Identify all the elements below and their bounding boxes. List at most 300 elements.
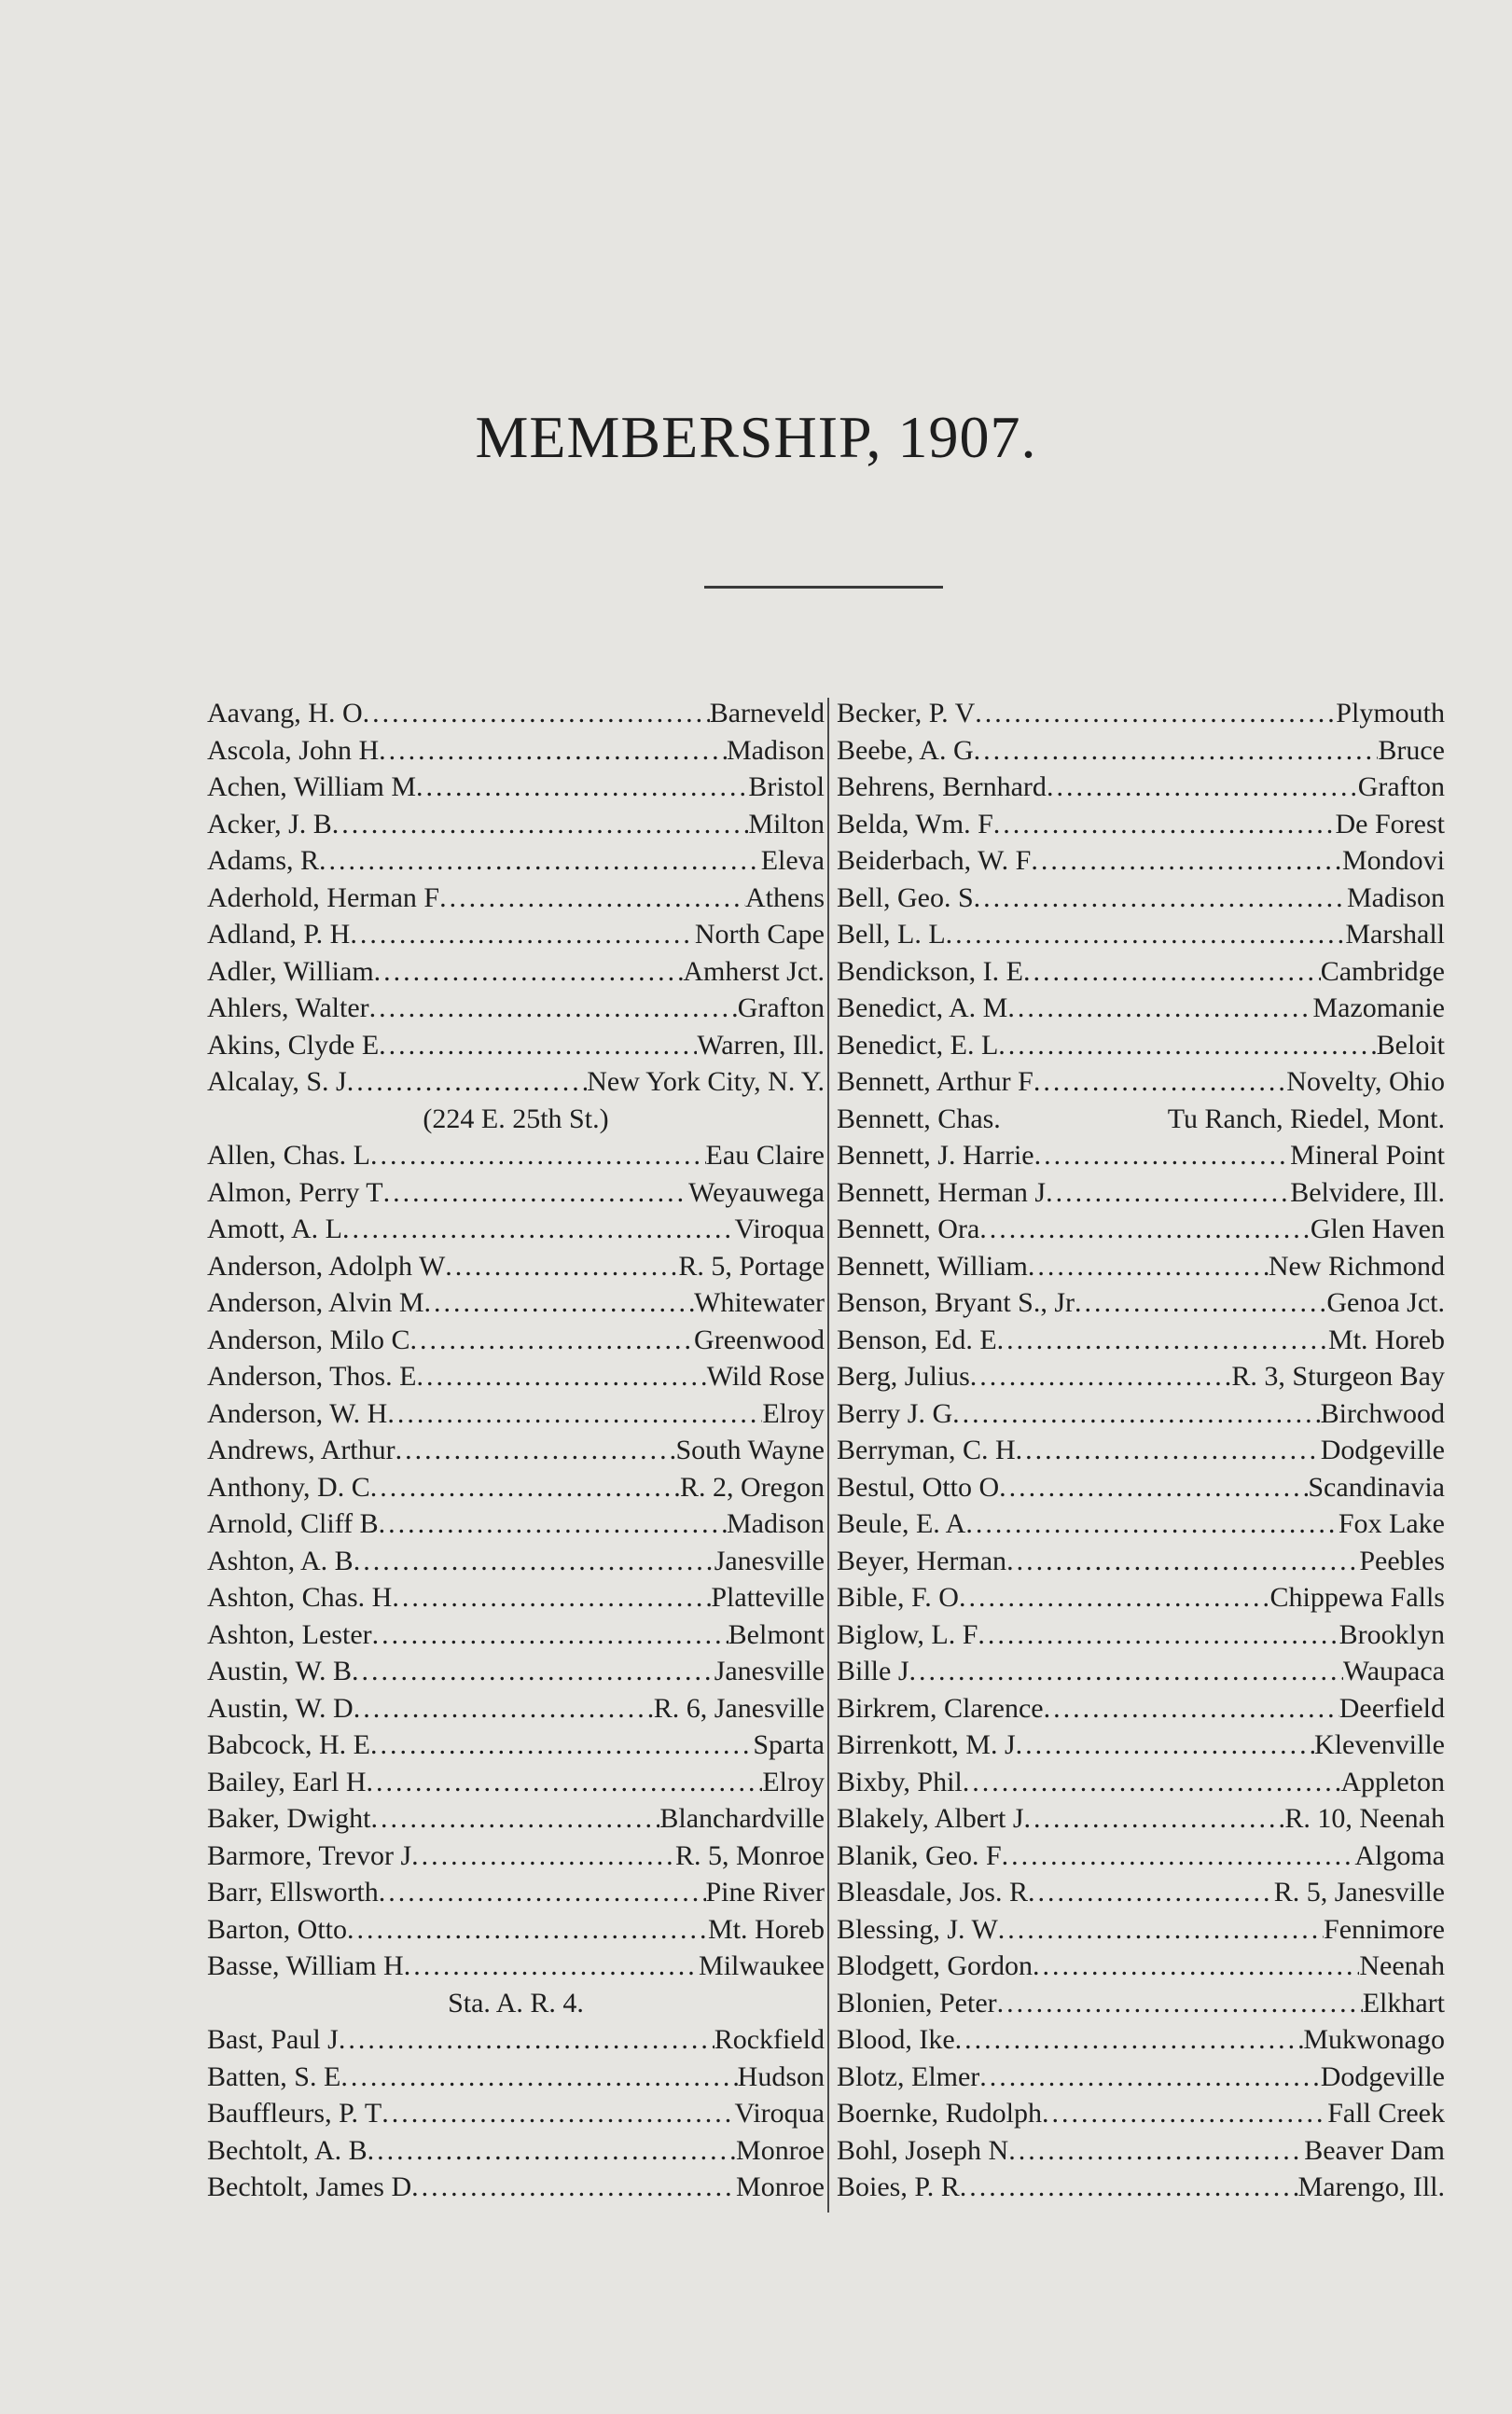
dot-leader xyxy=(410,1322,695,1359)
dot-leader xyxy=(1007,990,1312,1027)
dot-leader xyxy=(998,1027,1376,1064)
dot-leader xyxy=(974,732,1379,770)
member-entry xyxy=(207,1874,825,1911)
dot-leader xyxy=(370,1137,706,1174)
member-place: Viroqua xyxy=(734,2098,825,2129)
member-name: Aavang, H. O xyxy=(207,698,363,728)
member-place: South Wayne xyxy=(675,1435,825,1465)
member-name: Bennett, Chas. xyxy=(837,1103,1001,1134)
member-place: Wild Rose xyxy=(706,1361,825,1392)
dot-leader xyxy=(370,1727,753,1764)
member-place: Hudson xyxy=(737,2060,825,2092)
member-name: Bechtolt, A. B xyxy=(207,2134,368,2166)
member-name: Belda, Wm. F xyxy=(837,808,993,839)
member-place: Barneveld xyxy=(709,698,825,728)
member-place: Milwaukee xyxy=(699,1950,825,1981)
dot-leader xyxy=(1075,1284,1326,1322)
member-name: Blood, Ike xyxy=(837,2024,955,2055)
member-place: Athens xyxy=(745,881,825,913)
dot-leader xyxy=(1023,953,1321,991)
member-place: Rockfield xyxy=(714,2024,825,2055)
dot-leader xyxy=(411,2169,736,2206)
member-entry xyxy=(207,2059,825,2096)
member-place: Whitewater xyxy=(694,1287,825,1318)
dot-leader xyxy=(1028,1248,1269,1285)
member-place: Birchwood xyxy=(1320,1397,1445,1429)
member-name: Blanik, Geo. F xyxy=(837,1839,1002,1871)
member-entry xyxy=(837,1358,1445,1395)
member-name: Behrens, Bernhard xyxy=(837,771,1047,802)
member-name: Anderson, Alvin M xyxy=(207,1287,424,1318)
member-place: Madison xyxy=(727,1508,825,1539)
dot-leader xyxy=(978,1616,1339,1654)
member-name: Ashton, Chas. H xyxy=(207,1582,393,1613)
dot-leader xyxy=(1044,1690,1339,1727)
member-place: Bristol xyxy=(748,771,825,802)
dot-leader xyxy=(370,1800,659,1838)
member-entry xyxy=(837,2095,1445,2132)
member-name: Berry J. G xyxy=(837,1397,953,1429)
member-name: Berg, Julius xyxy=(837,1361,970,1392)
member-place: Genoa Jct. xyxy=(1326,1287,1445,1318)
member-name: Barmore, Trevor J xyxy=(207,1839,412,1871)
member-entry xyxy=(207,1358,825,1395)
dot-leader xyxy=(379,1505,727,1543)
dot-leader xyxy=(347,1063,588,1101)
member-entry xyxy=(207,1432,825,1469)
dot-leader xyxy=(339,2021,714,2059)
member-entry xyxy=(837,916,1445,953)
member-name: Boies, P. R xyxy=(837,2171,960,2202)
member-place: Elkhart xyxy=(1362,1987,1445,2019)
member-place: Pine River xyxy=(705,1877,825,1908)
member-entry xyxy=(837,1137,1445,1174)
member-name: Anderson, Milo C xyxy=(207,1324,410,1355)
member-place: Appleton xyxy=(1340,1766,1445,1797)
member-name: Almon, Perry T xyxy=(207,1176,383,1208)
dot-leader xyxy=(1042,2095,1327,2132)
member-place: Fall Creek xyxy=(1327,2098,1445,2129)
member-place: R. 3, Sturgeon Bay xyxy=(1231,1361,1445,1392)
member-entry xyxy=(837,880,1445,917)
member-name: Beyer, Herman xyxy=(837,1545,1007,1576)
member-entry xyxy=(207,2095,825,2132)
member-name: Birrenkott, M. J xyxy=(837,1729,1016,1760)
member-entry xyxy=(207,732,825,770)
dot-leader xyxy=(1016,1727,1314,1764)
member-entry xyxy=(207,1063,825,1101)
dot-leader xyxy=(439,880,745,917)
dot-leader xyxy=(383,1174,689,1212)
member-name: Blessing, J. W xyxy=(837,1913,998,1945)
dot-leader xyxy=(372,1616,728,1654)
page-title: MEMBERSHIP, 1907. xyxy=(475,404,1037,470)
member-place: Elroy xyxy=(762,1397,825,1429)
member-name: Bixby, Phil xyxy=(837,1766,963,1797)
membership-column-left xyxy=(207,695,825,2206)
member-place: Dodgeville xyxy=(1320,2060,1445,2092)
member-place: Peebles xyxy=(1359,1545,1445,1576)
dot-leader xyxy=(354,1690,654,1727)
member-place: Tu Ranch, Riedel, Mont. xyxy=(1167,1103,1445,1134)
member-name: Bennett, Herman J xyxy=(837,1176,1047,1208)
member-name: Bell, Geo. S xyxy=(837,881,974,913)
member-entry xyxy=(837,1985,1445,2022)
member-place: Weyauwega xyxy=(688,1176,825,1208)
dot-leader xyxy=(367,1764,763,1801)
member-entry xyxy=(837,1505,1445,1543)
dot-leader xyxy=(416,1358,706,1395)
member-name: Babcock, H. E xyxy=(207,1729,370,1760)
member-entry xyxy=(837,1911,1445,1949)
dot-leader xyxy=(368,2132,736,2170)
member-place: R. 6, Janesville xyxy=(653,1692,825,1724)
member-name: Beiderbach, W. F xyxy=(837,845,1032,876)
member-name: Beule, E. A xyxy=(837,1508,966,1539)
member-name: Amott, A. L xyxy=(207,1214,343,1244)
member-name: Bennett, J. Harrie xyxy=(837,1140,1034,1171)
member-name: Achen, William M xyxy=(207,771,417,802)
member-place: Fennimore xyxy=(1324,1913,1445,1945)
member-place: Klevenville xyxy=(1314,1729,1445,1760)
member-entry xyxy=(207,1653,825,1690)
member-entry xyxy=(207,2132,825,2170)
member-entry xyxy=(837,1101,1445,1138)
member-name: Blonien, Peter xyxy=(837,1987,997,2019)
member-name: Akins, Clyde E xyxy=(207,1029,380,1061)
dot-leader xyxy=(1033,1063,1286,1101)
member-place: Glen Haven xyxy=(1310,1214,1445,1244)
member-entry xyxy=(207,1948,825,1985)
member-name: Arnold, Cliff B xyxy=(207,1508,379,1539)
member-place: Monroe xyxy=(736,2171,825,2202)
dot-leader xyxy=(959,1579,1270,1616)
member-name: Bille J xyxy=(837,1656,909,1686)
dot-leader xyxy=(1024,1800,1285,1838)
member-place: Cambridge xyxy=(1320,955,1445,987)
member-entry xyxy=(207,953,825,991)
member-entry xyxy=(837,1727,1445,1764)
dot-leader xyxy=(1047,769,1358,806)
member-place: De Forest xyxy=(1335,808,1445,839)
member-entry xyxy=(837,732,1445,770)
dot-leader xyxy=(1016,1432,1321,1469)
member-name: Anderson, Thos. E xyxy=(207,1361,417,1392)
member-name: Basse, William H xyxy=(207,1950,404,1981)
dot-leader xyxy=(965,1505,1339,1543)
dot-leader xyxy=(1028,1874,1274,1911)
member-name: Anderson, W. H xyxy=(207,1397,388,1429)
member-place: Waupaca xyxy=(1342,1656,1445,1686)
dot-leader xyxy=(979,1211,1311,1248)
member-entry xyxy=(207,1764,825,1801)
member-name: Blotz, Elmer xyxy=(837,2060,980,2092)
member-place: Fox Lake xyxy=(1338,1508,1445,1539)
member-entry xyxy=(207,1211,825,1248)
member-place: Neenah xyxy=(1359,1950,1445,1981)
dot-leader xyxy=(946,916,1346,953)
member-name: Adler, William xyxy=(207,955,374,987)
member-place: Mondovi xyxy=(1341,845,1445,876)
dot-leader xyxy=(424,1284,695,1322)
dot-leader xyxy=(411,1838,675,1875)
member-name: Bible, F. O xyxy=(837,1582,959,1613)
title-rule xyxy=(704,586,943,589)
dot-leader xyxy=(332,806,749,843)
member-entry xyxy=(207,806,825,843)
dot-leader xyxy=(1002,1838,1355,1875)
dot-leader xyxy=(347,1911,708,1949)
dot-leader xyxy=(369,990,738,1027)
member-entry xyxy=(207,1543,825,1580)
member-place: Madison xyxy=(727,734,825,766)
member-place: Plymouth xyxy=(1336,698,1445,728)
member-name: Biglow, L. F xyxy=(837,1618,978,1650)
member-entry xyxy=(837,842,1445,880)
dot-leader xyxy=(1031,842,1342,880)
member-entry xyxy=(837,1690,1445,1727)
member-name: Benedict, E. L xyxy=(837,1029,999,1061)
member-name: Barton, Otto xyxy=(207,1913,347,1945)
member-name: Barr, Ellsworth xyxy=(207,1877,379,1908)
member-place: R. 2, Oregon xyxy=(680,1471,825,1503)
member-name: Bauffleurs, P. T xyxy=(207,2098,382,2129)
member-entry xyxy=(837,695,1445,732)
membership-column-right xyxy=(837,695,1445,2206)
member-place: Elroy xyxy=(762,1766,825,1797)
dot-leader xyxy=(379,732,727,770)
member-entry xyxy=(207,1616,825,1654)
member-name: Bell, L. L xyxy=(837,919,946,950)
member-name: Aderhold, Herman F xyxy=(207,881,440,913)
member-name: Batten, S. E xyxy=(207,2060,341,2092)
member-entry xyxy=(207,1838,825,1875)
dot-leader xyxy=(352,1653,714,1690)
dot-leader xyxy=(416,769,748,806)
member-entry xyxy=(207,990,825,1027)
member-entry xyxy=(837,769,1445,806)
dot-leader xyxy=(340,2059,737,2096)
dot-leader xyxy=(963,1764,1341,1801)
member-entry xyxy=(837,1800,1445,1838)
dot-leader xyxy=(342,1211,734,1248)
dot-leader xyxy=(997,1985,1363,2022)
member-place: Deerfield xyxy=(1339,1692,1445,1724)
member-place: Eau Claire xyxy=(705,1140,825,1171)
member-entry xyxy=(837,1211,1445,1248)
member-name: Bennett, Arthur F xyxy=(837,1066,1033,1097)
dot-leader xyxy=(997,1322,1328,1359)
member-entry xyxy=(837,1284,1445,1322)
member-entry xyxy=(837,953,1445,991)
member-place: Greenwood xyxy=(694,1324,825,1355)
member-address-note: Sta. A. R. 4. xyxy=(448,1987,584,2019)
column-divider xyxy=(827,698,829,2213)
dot-leader xyxy=(1046,1174,1290,1212)
member-name: Ascola, John H xyxy=(207,734,380,766)
dot-leader xyxy=(374,953,684,991)
member-name: Birkrem, Clarence xyxy=(837,1692,1044,1724)
member-name: Beebe, A. G xyxy=(837,734,974,766)
member-entry xyxy=(837,1543,1445,1580)
member-entry xyxy=(207,2021,825,2059)
member-entry xyxy=(837,1027,1445,1064)
dot-leader xyxy=(379,1874,706,1911)
member-entry xyxy=(837,1322,1445,1359)
member-place: R. 5, Portage xyxy=(678,1250,825,1282)
dot-leader xyxy=(404,1948,699,1985)
member-entry xyxy=(207,1800,825,1838)
member-name: Benson, Ed. E xyxy=(837,1324,997,1355)
member-entry xyxy=(207,1727,825,1764)
member-name: Becker, P. V xyxy=(837,698,976,728)
member-place: Madison xyxy=(1347,881,1445,913)
member-entry xyxy=(837,2059,1445,2096)
member-place: Mt. Horeb xyxy=(708,1913,825,1945)
member-place: Scandinavia xyxy=(1308,1471,1445,1503)
member-entry xyxy=(837,1063,1445,1101)
member-name: Berryman, C. H xyxy=(837,1435,1016,1465)
dot-leader xyxy=(354,1543,714,1580)
dot-leader xyxy=(1006,1543,1359,1580)
member-entry xyxy=(837,1838,1445,1875)
member-place: Bruce xyxy=(1378,734,1445,766)
member-name: Bechtolt, James D xyxy=(207,2171,412,2202)
member-entry xyxy=(837,2169,1445,2206)
member-place: Platteville xyxy=(711,1582,825,1613)
member-place: Monroe xyxy=(736,2134,825,2166)
dot-leader xyxy=(999,1469,1308,1506)
member-place: Amherst Jct. xyxy=(683,955,825,987)
dot-leader xyxy=(955,2021,1304,2059)
member-name: Austin, W. B xyxy=(207,1656,353,1686)
member-entry xyxy=(837,1764,1445,1801)
member-name: Bendickson, I. E xyxy=(837,955,1023,987)
member-place: Mazomanie xyxy=(1312,992,1445,1023)
member-place: Viroqua xyxy=(734,1214,825,1244)
member-place: Blanchardville xyxy=(659,1803,825,1834)
member-entry xyxy=(207,1137,825,1174)
member-entry xyxy=(207,695,825,732)
member-place: R. 10, Neenah xyxy=(1284,1803,1445,1834)
dot-leader xyxy=(445,1248,678,1285)
member-place: New Richmond xyxy=(1268,1250,1445,1282)
member-entry xyxy=(837,1395,1445,1433)
member-name: Anthony, D. C xyxy=(207,1471,370,1503)
member-entry xyxy=(837,990,1445,1027)
member-place: R. 5, Monroe xyxy=(675,1839,825,1871)
dot-leader xyxy=(392,1579,711,1616)
member-entry xyxy=(207,1174,825,1212)
member-entry xyxy=(207,769,825,806)
member-name: Blodgett, Gordon xyxy=(837,1950,1033,1981)
member-name: Ahlers, Walter xyxy=(207,992,369,1023)
member-place: Eleva xyxy=(760,845,825,876)
member-place: Mineral Point xyxy=(1290,1140,1445,1171)
member-name: Baker, Dwight xyxy=(207,1803,371,1834)
member-name: Bohl, Joseph N xyxy=(837,2134,1009,2166)
member-entry xyxy=(207,880,825,917)
member-place: Grafton xyxy=(1357,771,1445,802)
dot-leader xyxy=(979,2059,1320,2096)
dot-leader xyxy=(387,1395,762,1433)
member-entry xyxy=(207,842,825,880)
member-name: Ashton, Lester xyxy=(207,1618,372,1650)
member-entry xyxy=(837,806,1445,843)
member-place: Belvidere, Ill. xyxy=(1290,1176,1445,1208)
member-entry xyxy=(207,1579,825,1616)
member-entry xyxy=(207,1395,825,1433)
member-place: Brooklyn xyxy=(1339,1618,1445,1650)
member-entry xyxy=(837,1653,1445,1690)
member-place: Beaver Dam xyxy=(1304,2134,1445,2166)
member-entry xyxy=(207,2169,825,2206)
member-name: Bennett, Ora xyxy=(837,1214,980,1244)
dot-leader xyxy=(974,880,1347,917)
dot-leader xyxy=(998,1911,1324,1949)
member-place: New York City, N. Y. xyxy=(587,1066,825,1097)
dot-leader xyxy=(350,916,695,953)
member-entry xyxy=(837,1469,1445,1506)
member-place: Warren, Ill. xyxy=(697,1029,825,1061)
member-place: Milton xyxy=(748,808,825,839)
dot-leader xyxy=(970,1358,1232,1395)
member-place: Beloit xyxy=(1376,1029,1445,1061)
member-name: Boernke, Rudolph xyxy=(837,2098,1042,2129)
member-name: Andrews, Arthur xyxy=(207,1435,395,1465)
member-entry xyxy=(837,2021,1445,2059)
member-name: Bennett, William xyxy=(837,1250,1028,1282)
member-place: Belmont xyxy=(728,1618,825,1650)
member-entry xyxy=(207,1248,825,1285)
dot-leader xyxy=(960,2169,1298,2206)
member-place: Grafton xyxy=(737,992,825,1023)
member-entry xyxy=(837,1248,1445,1285)
member-entry xyxy=(837,1948,1445,1985)
member-entry xyxy=(207,916,825,953)
member-entry xyxy=(207,1469,825,1506)
member-place: North Cape xyxy=(694,919,825,950)
member-place: Mt. Horeb xyxy=(1328,1324,1445,1355)
member-name: Anderson, Adolph W xyxy=(207,1250,446,1282)
member-name: Adland, P. H xyxy=(207,919,351,950)
dot-leader xyxy=(370,1469,680,1506)
member-place: Mukwonago xyxy=(1303,2024,1445,2055)
member-name: Adams, R xyxy=(207,845,319,876)
member-place: Janesville xyxy=(714,1656,825,1686)
member-place: R. 5, Janesville xyxy=(1273,1877,1445,1908)
dot-leader xyxy=(363,695,710,732)
member-name: Bestul, Otto O xyxy=(837,1471,1000,1503)
member-entry xyxy=(837,1616,1445,1654)
dot-leader xyxy=(319,842,761,880)
member-entry xyxy=(207,1027,825,1064)
dot-leader xyxy=(975,695,1336,732)
member-name: Blakely, Albert J xyxy=(837,1803,1024,1834)
member-entry xyxy=(837,1174,1445,1212)
member-place: Novelty, Ohio xyxy=(1286,1066,1445,1097)
member-name: Benedict, A. M xyxy=(837,992,1008,1023)
member-place: Chippewa Falls xyxy=(1269,1582,1445,1613)
member-place: Janesville xyxy=(714,1545,825,1576)
member-entry xyxy=(207,1322,825,1359)
member-name: Bleasdale, Jos. R xyxy=(837,1877,1028,1908)
member-entry xyxy=(207,1690,825,1727)
member-entry xyxy=(207,1505,825,1543)
member-name: Allen, Chas. L xyxy=(207,1140,370,1171)
member-name: Bailey, Earl H xyxy=(207,1766,367,1797)
member-entry xyxy=(837,1432,1445,1469)
